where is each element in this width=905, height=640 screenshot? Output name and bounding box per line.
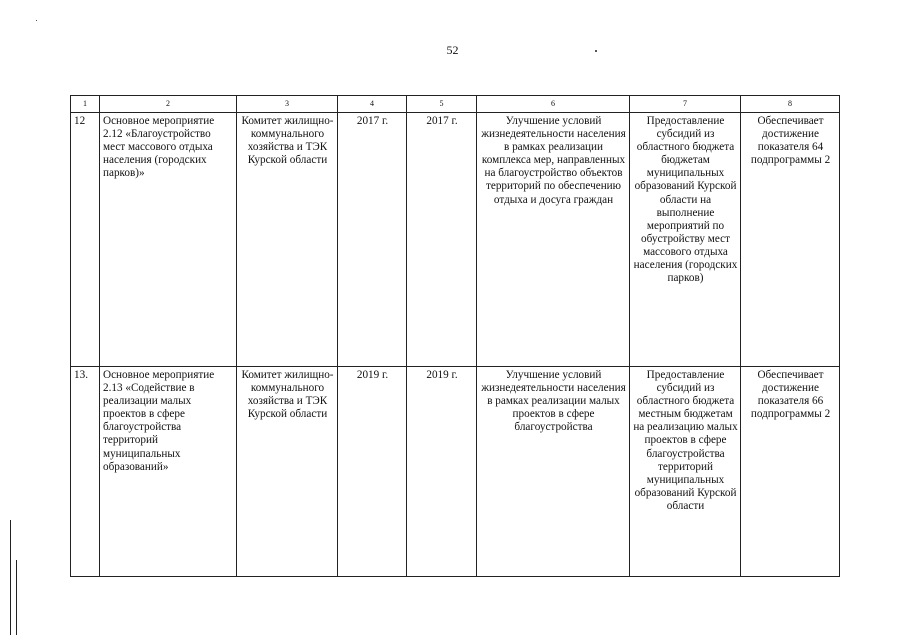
- row-number: 12: [71, 113, 100, 367]
- header-cell-2: 2: [100, 96, 237, 113]
- executor: Комитет жилищно-коммунального хозяйства и ТЭК Курской области: [237, 367, 338, 577]
- table-row: [71, 113, 840, 367]
- expected-result: Улучшение условий жизнедеятельности населения в рамках реализации малых проектов в сфере благоустройства: [477, 367, 630, 577]
- table-row: [71, 367, 840, 577]
- scan-margin-line: [10, 520, 11, 635]
- scan-speck: [595, 50, 597, 52]
- header-cell-7: 7: [630, 96, 741, 113]
- scan-margin-line: [16, 560, 17, 635]
- implementation-mechanism: Предоставление субсидий из областного бюджета бюджетам муниципальных образований Курской области на выполнение мероприятий по обустройству мест массового отдыха населения (городских парков): [630, 113, 741, 367]
- header-cell-5: 5: [407, 96, 477, 113]
- row-number: 13.: [71, 367, 100, 577]
- header-cell-3: 3: [237, 96, 338, 113]
- executor: Комитет жилищно-коммунального хозяйства и ТЭК Курской области: [237, 113, 338, 367]
- expected-result: Улучшение условий жизнедеятельности населения в рамках реализации комплекса мер, направленных на благоустройство объектов территорий по обеспечению отдыха и досуга граждан: [477, 113, 630, 367]
- indicator-link: Обеспечивает достижение показателя 66 подпрограммы 2: [741, 367, 840, 577]
- scan-speck: [36, 20, 37, 21]
- header-cell-1: 1: [71, 96, 100, 113]
- event-name: Основное мероприятие 2.13 «Содействие в реализации малых проектов в сфере благоустройства территорий муниципальных образований»: [100, 367, 237, 577]
- end-year: 2019 г.: [407, 367, 477, 577]
- header-cell-6: 6: [477, 96, 630, 113]
- header-cell-4: 4: [338, 96, 407, 113]
- start-year: 2019 г.: [338, 367, 407, 577]
- end-year: 2017 г.: [407, 113, 477, 367]
- event-name: Основное мероприятие 2.12 «Благоустройство мест массового отдыха населения (городских парков)»: [100, 113, 237, 367]
- events-table: [70, 95, 840, 577]
- header-cell-8: 8: [741, 96, 840, 113]
- start-year: 2017 г.: [338, 113, 407, 367]
- indicator-link: Обеспечивает достижение показателя 64 подпрограммы 2: [741, 113, 840, 367]
- page-number: 52: [446, 43, 459, 57]
- implementation-mechanism: Предоставление субсидий из областного бюджета местным бюджетам на реализацию малых проектов в сфере благоустройства территорий муниципальных образований Курской области: [630, 367, 741, 577]
- table-header-row: [71, 96, 840, 113]
